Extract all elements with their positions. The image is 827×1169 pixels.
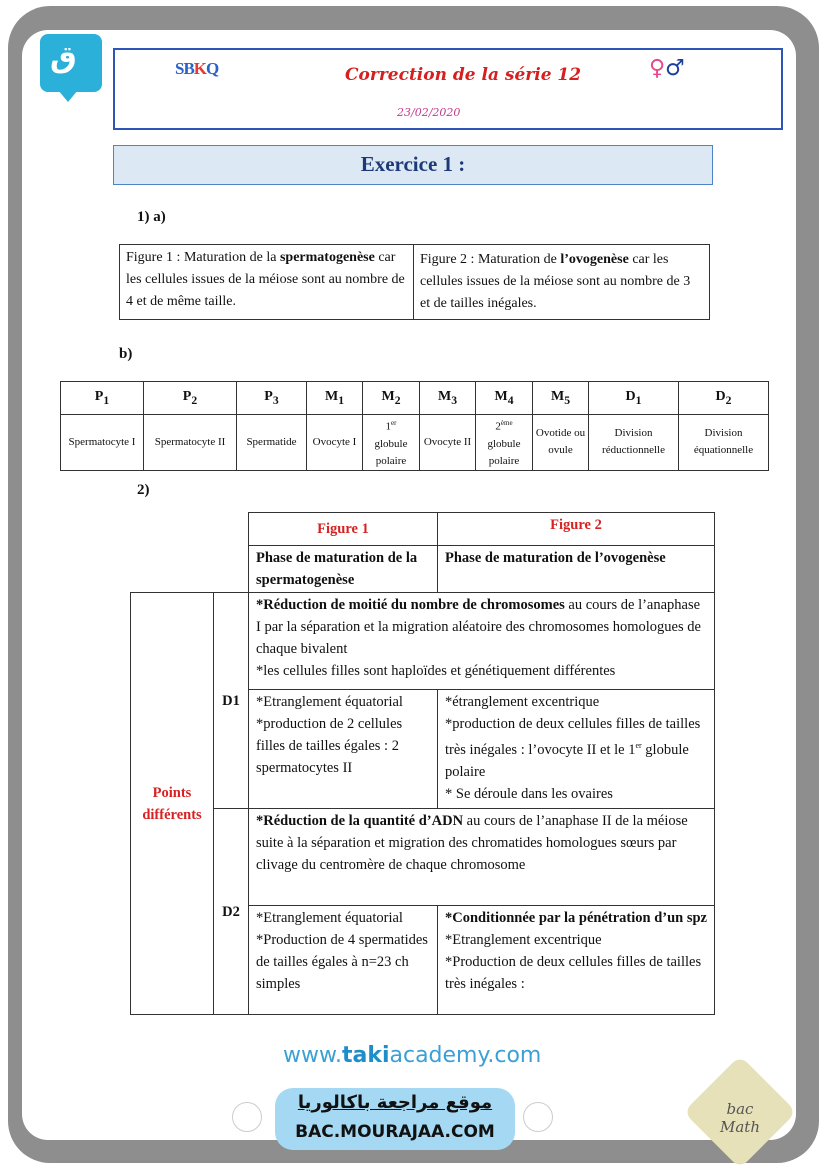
logo-tail-icon <box>58 90 78 102</box>
header-m5: $M_5$ <box>533 382 589 415</box>
badge-left-icon <box>232 1102 262 1132</box>
d1-label: D1 <box>214 593 249 809</box>
table-row <box>61 415 769 471</box>
cell-m2: 1er globule polaire <box>363 415 420 471</box>
d1-common-cell: *Réduction de moitié du nombre de chromosomes au cours de l’anaphase I par la séparation et la migration aléatoire des chromosomes homologues de chaque bivalent *les cellules filles sont haploïdes et génétiquement différentes <box>249 593 715 690</box>
figure2-header: Figure 2 <box>438 513 715 546</box>
header-m3: $M_3$ <box>420 382 476 415</box>
d2-ovo-cell: *Conditionnée par la pénétration d’un spz *Etranglement excentrique *Production de deux cellules filles de tailles très inégales : <box>438 906 715 1015</box>
cell-p2: Spermatocyte II <box>144 415 237 471</box>
header-d2: $D_2$ <box>679 382 769 415</box>
header-p3: $P_3$ <box>237 382 307 415</box>
website-footer[interactable]: www.takiacademy.com <box>283 1043 542 1068</box>
header-p1: $P_1$ <box>61 382 144 415</box>
cell-m5: Ovotide ou ovule <box>533 415 589 471</box>
cell-m1: Ovocyte I <box>307 415 363 471</box>
logo-glyph-icon: ق <box>50 40 77 75</box>
cell-d2: Division équationnelle <box>679 415 769 471</box>
document-date: 23/02/2020 <box>397 106 461 119</box>
phase2-header: Phase de maturation de l’ovogenèse <box>438 546 715 593</box>
document-header <box>113 48 783 130</box>
phase1-header: Phase de maturation de la spermatogenèse <box>249 546 438 593</box>
question-2-label: 2) <box>137 482 150 498</box>
header-d1: $D_1$ <box>589 382 679 415</box>
figure2-cell: Figure 2 : Maturation de l’ovogenèse car les cellules issues de la méiose sont au nombre de 3 et de tailles inégales. <box>414 245 710 320</box>
cell-p3: Spermatide <box>237 415 307 471</box>
figure-maturation-table <box>119 244 710 320</box>
bac-mourajaa-banner[interactable] <box>275 1088 515 1150</box>
bac-arabic-text: موقع مراجعة باكالوريا <box>297 1092 493 1113</box>
takiacademy-logo <box>40 34 102 92</box>
d1-ovo-cell: *étranglement excentrique *production de deux cellules filles de tailles très inégales : l’ovocyte II et le 1er globule polaire * Se déroule dans les ovaires <box>438 690 715 809</box>
question-1b-label: b) <box>119 346 133 362</box>
cell-d1: Division réductionnelle <box>589 415 679 471</box>
table-header-row <box>61 382 769 415</box>
bac-url-text: BAC.MOURAJAA.COM <box>295 1122 495 1142</box>
gender-symbols-icon: ♀♂ <box>649 56 685 81</box>
header-m1: $M_1$ <box>307 382 363 415</box>
document-title: Correction de la série 12 <box>345 65 582 85</box>
header-m2: $M_2$ <box>363 382 420 415</box>
figure1-cell: Figure 1 : Maturation de la spermatogenèse car les cellules issues de la méiose sont au nombre de 4 et de même taille. <box>120 245 414 320</box>
badge-right-icon <box>523 1102 553 1132</box>
points-differents-label: Points différents <box>131 593 214 1015</box>
cell-m3: Ovocyte II <box>420 415 476 471</box>
cell-m4: 2ème globule polaire <box>476 415 533 471</box>
cell-identification-table <box>60 381 769 471</box>
exercise-title: Exercice 1 : <box>113 145 713 185</box>
d2-common-cell: *Réduction de la quantité d’ADN au cours de l’anaphase II de la méiose suite à la séparation et migration des chromatides homologues sœurs par clivage du centromère de chaque chromosome <box>249 809 715 906</box>
header-m4: $M_4$ <box>476 382 533 415</box>
bacmath-text: bac Math <box>720 1100 760 1136</box>
sbk-logo: SBKQ <box>175 59 219 78</box>
question-1a-label: 1) a) <box>137 209 166 225</box>
d2-sperm-cell: *Etranglement équatorial *Production de 4 spermatides de tailles égales à n=23 ch simples <box>249 906 438 1015</box>
cell-p1: Spermatocyte I <box>61 415 144 471</box>
header-p2: $P_2$ <box>144 382 237 415</box>
d2-label: D2 <box>214 809 249 1015</box>
figure1-header: Figure 1 <box>249 513 438 546</box>
d1-sperm-cell: *Etranglement équatorial *production de 2 cellules filles de tailles égales : 2 spermatocytes II <box>249 690 438 809</box>
comparison-table <box>130 512 715 1015</box>
